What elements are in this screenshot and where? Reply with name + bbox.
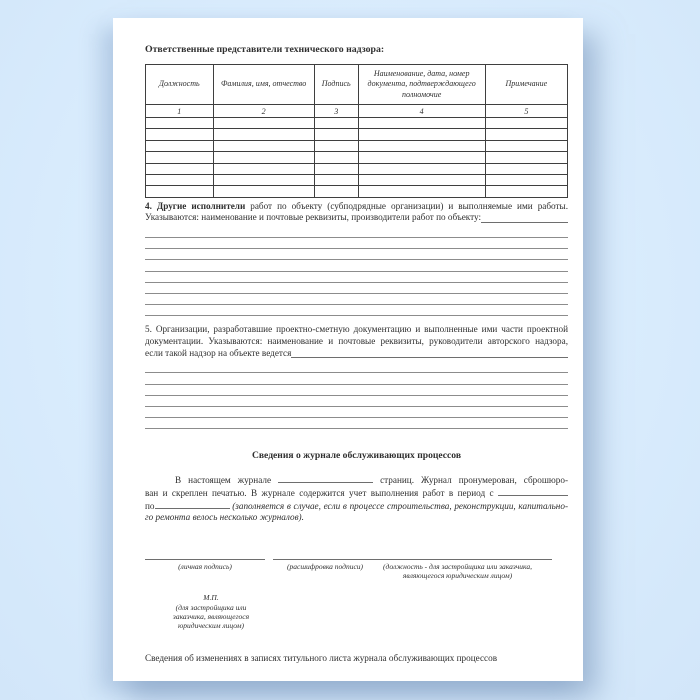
journal-par-line4: го ремонта велось несколько журналов). (145, 512, 304, 523)
ruled-line (145, 362, 568, 373)
table-cell (213, 186, 314, 197)
journal-line1-b: страниц. Журнал пронумерован, сброшюро- (380, 475, 569, 486)
table-cell (314, 118, 358, 129)
table-cell (146, 186, 214, 197)
header-cell-position: Должность (146, 65, 214, 105)
journal-par-line1 (145, 474, 568, 487)
table-cell (213, 140, 314, 151)
ruled-line (145, 385, 568, 396)
ruled-line (145, 249, 568, 260)
table-cell (314, 163, 358, 174)
table-header-row (146, 65, 568, 105)
signature-line-transcript (273, 550, 552, 560)
label-position-line1: (должность - для застройщика или заказчика, (383, 561, 532, 571)
section-4-lead: 4. Другие исполнители (145, 200, 246, 211)
ruled-line (145, 272, 568, 283)
ruled-line (145, 238, 568, 249)
table-cell (358, 140, 485, 151)
fill-in-blank-date-from (498, 487, 568, 496)
stamp-note-line2: заказчика, являющегося (172, 611, 250, 621)
table-cell (485, 140, 567, 151)
table-row-empty (146, 118, 568, 129)
signature-right-labels (273, 562, 552, 580)
label-position-line2: являющегося юридическим лицом) (402, 570, 513, 580)
stamp-place-label: М.П. (203, 592, 219, 602)
table-cell (314, 186, 358, 197)
table-cell (485, 118, 567, 129)
section-4-line2 (145, 212, 568, 224)
table-row-empty (146, 140, 568, 151)
section-4-line2-text: Указываются: наименование и почтовые реквизиты, производители работ по объекту: (145, 212, 482, 223)
ruled-line (145, 294, 568, 305)
column-number: 5 (485, 105, 567, 118)
table-cell (314, 129, 358, 140)
column-number: 3 (314, 105, 358, 118)
journal-par-line2 (145, 487, 568, 500)
fill-in-blank (481, 213, 568, 223)
table-cell (146, 163, 214, 174)
table-cell (358, 163, 485, 174)
section-4-line1 (145, 201, 568, 213)
table-cell (485, 186, 567, 197)
table-cell (213, 118, 314, 129)
fill-in-blank-date-to (155, 500, 230, 509)
table-cell (485, 129, 567, 140)
table-cell (485, 152, 567, 163)
section-4-ruled-lines (145, 227, 568, 317)
header-cell-fullname: Фамилия, имя, отчество (213, 65, 314, 105)
stamp-note-line3: юридическим лицом) (178, 620, 244, 630)
journal-par-line3 (145, 500, 568, 513)
header-cell-note: Примечание (485, 65, 567, 105)
column-number: 2 (213, 105, 314, 118)
journal-line3-a: по (145, 500, 155, 511)
table-row-empty (146, 174, 568, 185)
ruled-line (145, 305, 568, 316)
section-5 (145, 324, 568, 429)
fill-in-blank (291, 348, 568, 358)
signature-left (145, 550, 265, 580)
journal-line2-text: ван и скреплен печатью. В журнале содержится учет выполнения работ в период с (145, 487, 494, 498)
signature-right (273, 550, 552, 580)
ruled-line (145, 227, 568, 238)
table-cell (146, 174, 214, 185)
table-body (146, 118, 568, 198)
table-row-empty (146, 152, 568, 163)
table-cell (358, 118, 485, 129)
table-row-empty (146, 163, 568, 174)
ruled-line (145, 260, 568, 271)
ruled-line (145, 418, 568, 429)
ruled-line (145, 407, 568, 418)
header-cell-document: Наименование, дата, номер документа, подтверждающего полномочие (358, 65, 485, 105)
signature-block (145, 550, 568, 580)
table-cell (213, 163, 314, 174)
table-cell (358, 152, 485, 163)
document-page (113, 18, 583, 681)
section-4 (145, 201, 568, 317)
section-5-line3 (145, 348, 568, 360)
ruled-line (145, 373, 568, 384)
table-cell (358, 129, 485, 140)
table-row-empty (146, 186, 568, 197)
journal-info-paragraph (145, 474, 568, 523)
journal-line3-note: (заполняется в случае, если в процессе строительства, реконструкции, капитально- (232, 500, 568, 511)
table-cell (358, 174, 485, 185)
table-cell (146, 152, 214, 163)
label-position (363, 562, 552, 580)
table-cell (314, 152, 358, 163)
column-number: 1 (146, 105, 214, 118)
ruled-line (145, 283, 568, 294)
section-5-line1: 5. Организации, разработавшие проектно-сметную документацию и выполненные ими части проектной (145, 324, 568, 335)
column-numbers-row (146, 105, 568, 118)
signature-line-personal (145, 550, 265, 560)
stamp-place-block (155, 593, 267, 630)
label-personal-signature: (личная подпись) (178, 561, 232, 571)
section-5-line2: документации. Указываются: наименование и почтовые реквизиты, руководители авторского надзора, (145, 336, 568, 347)
ruled-line (145, 396, 568, 407)
stamp-note-line1: (для застройщика или (175, 602, 247, 612)
column-number: 4 (358, 105, 485, 118)
table-cell (146, 129, 214, 140)
table-cell (485, 174, 567, 185)
section-5-line3-text: если такой надзор на объекте ведется (145, 347, 292, 358)
section-title-representatives: Ответственные представители технического надзора: (145, 44, 385, 55)
table-cell (213, 152, 314, 163)
label-signature-transcript: (расшифровка подписи) (287, 561, 364, 571)
table-cell (314, 174, 358, 185)
table-cell (146, 140, 214, 151)
journal-info-heading: Сведения о журнале обслуживающих процессов (251, 450, 462, 462)
table-cell (485, 163, 567, 174)
table-header (146, 65, 568, 118)
journal-line1-a: В настоящем журнале (175, 475, 272, 486)
table-cell (358, 186, 485, 197)
table-cell (146, 118, 214, 129)
section-4-line1-rest: работ по объекту (субподрядные организации) и выполняемые ими работы. (245, 200, 568, 211)
title-changes-heading: Сведения об изменениях в записях титульного листа журнала обслуживающих процессов (145, 652, 498, 663)
table-row-empty (146, 129, 568, 140)
section-5-ruled-lines (145, 362, 568, 429)
table-cell (314, 140, 358, 151)
table-cell (213, 174, 314, 185)
table-cell (213, 129, 314, 140)
header-cell-signature: Подпись (314, 65, 358, 105)
representatives-table (145, 64, 568, 198)
fill-in-blank-pages (278, 474, 373, 483)
